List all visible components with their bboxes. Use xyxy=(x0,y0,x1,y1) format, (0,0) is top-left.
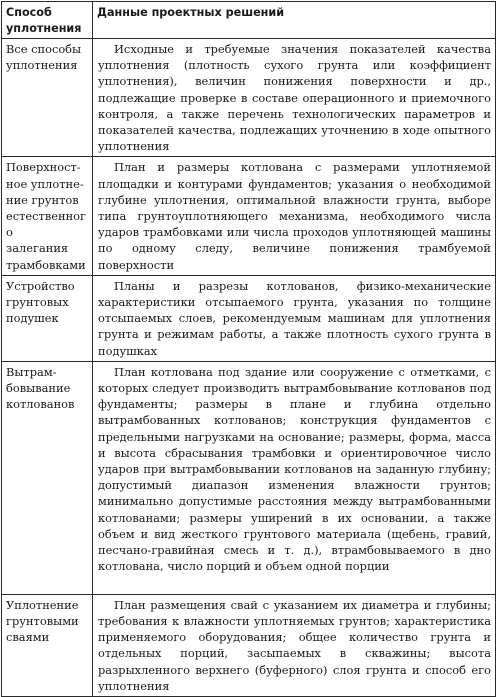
table-row xyxy=(2,361,496,594)
header-method-text: Способ уплотнения xyxy=(6,6,82,35)
table-row xyxy=(2,275,496,361)
description-text: План и размеры котлована с размерами уплотняемой площадки и контурами фундаментов; указания о необходимой глубине уплотнения, оптимальной влажности грунта, выборе типа грунтоуплотняющего механизма, необходимого числа ударов трамбовками или числа проходов уплотняющей машины по одному следу, величине понижения трамбуемой поверхности xyxy=(98,160,491,272)
description-text: Исходные и требуемые значения показателей качества уплотнения (плотность сухого грунта или коэффициент уплотнения), величин понижения поверхности и др., подлежащие проверке в составе операционного и приемочного контроля, а также перечень технологических параметров и показателей качества, подлежащих уточнению в ходе опытного уплотнения xyxy=(98,42,491,154)
header-method xyxy=(2,2,93,39)
method-cell xyxy=(2,361,93,594)
table-header-row xyxy=(2,2,496,39)
method-cell xyxy=(2,594,93,696)
method-text: Устройство грунтовых подушек xyxy=(6,278,75,326)
description-cell xyxy=(93,275,496,361)
method-text: Все способы уплотнения xyxy=(6,42,82,73)
method-cell xyxy=(2,157,93,275)
method-text: Уплотнение грунтовыми сваями xyxy=(6,597,79,645)
description-text: План размещения свай с указанием их диаметра и глубины; требования к влажности уплотняемых грунтов; характеристика применяемого оборудования; общее количество грунта и отдельных порций, засыпаемых в скважины; высота разрыхленного верхнего (буферного) слоя грунта и способ его уплотнения xyxy=(98,597,491,693)
header-design-data-text: Данные проектных решений xyxy=(97,6,285,19)
description-cell xyxy=(93,361,496,594)
table-row xyxy=(2,157,496,275)
header-design-data xyxy=(93,2,496,39)
description-text: Планы и разрезы котлованов, физико-механические характеристики отсыпаемого грунта, указания по толщине отсыпаемых слоев, рекомендуемым машинам для уплотнения грунта и режимам работы, а также плотность сухого грунта в подушках xyxy=(98,278,491,358)
method-text: Вытрам- бовывание котлованов xyxy=(6,364,75,412)
description-cell xyxy=(93,594,496,696)
compaction-methods-table xyxy=(1,1,496,697)
description-text: План котлована под здание или сооружение с отметками, с которых следует производить вытрамбовывание котлованов под фундаменты; размеры в плане и глубина отдельно вытрамбованных котлованов; конструкция фундаментов с предельными нагрузками на основание; размеры, форма, масса и высота сбрасывания трамбовки и ориентировочное число ударов при вытрамбовывании котлованов на заданную глубину; допустимый диапазон изменения влажности грунтов; минимально допустимые расстояния между вытрамбованными котлованами; размеры уширений в их основании, а также объем и вид жесткого грунтового материала (щебень, гравий, песчано-гравийная смесь и т. д.), втрамбовываемого в дно котлована, число порций и объем одной порции xyxy=(98,364,491,574)
description-cell xyxy=(93,39,496,157)
description-cell xyxy=(93,157,496,275)
table-row xyxy=(2,594,496,696)
method-text: Поверхност- ное уплотне- ние грунтов естественного залегания трамбовками xyxy=(6,160,87,272)
method-cell xyxy=(2,275,93,361)
table-row xyxy=(2,39,496,157)
method-cell xyxy=(2,39,93,157)
